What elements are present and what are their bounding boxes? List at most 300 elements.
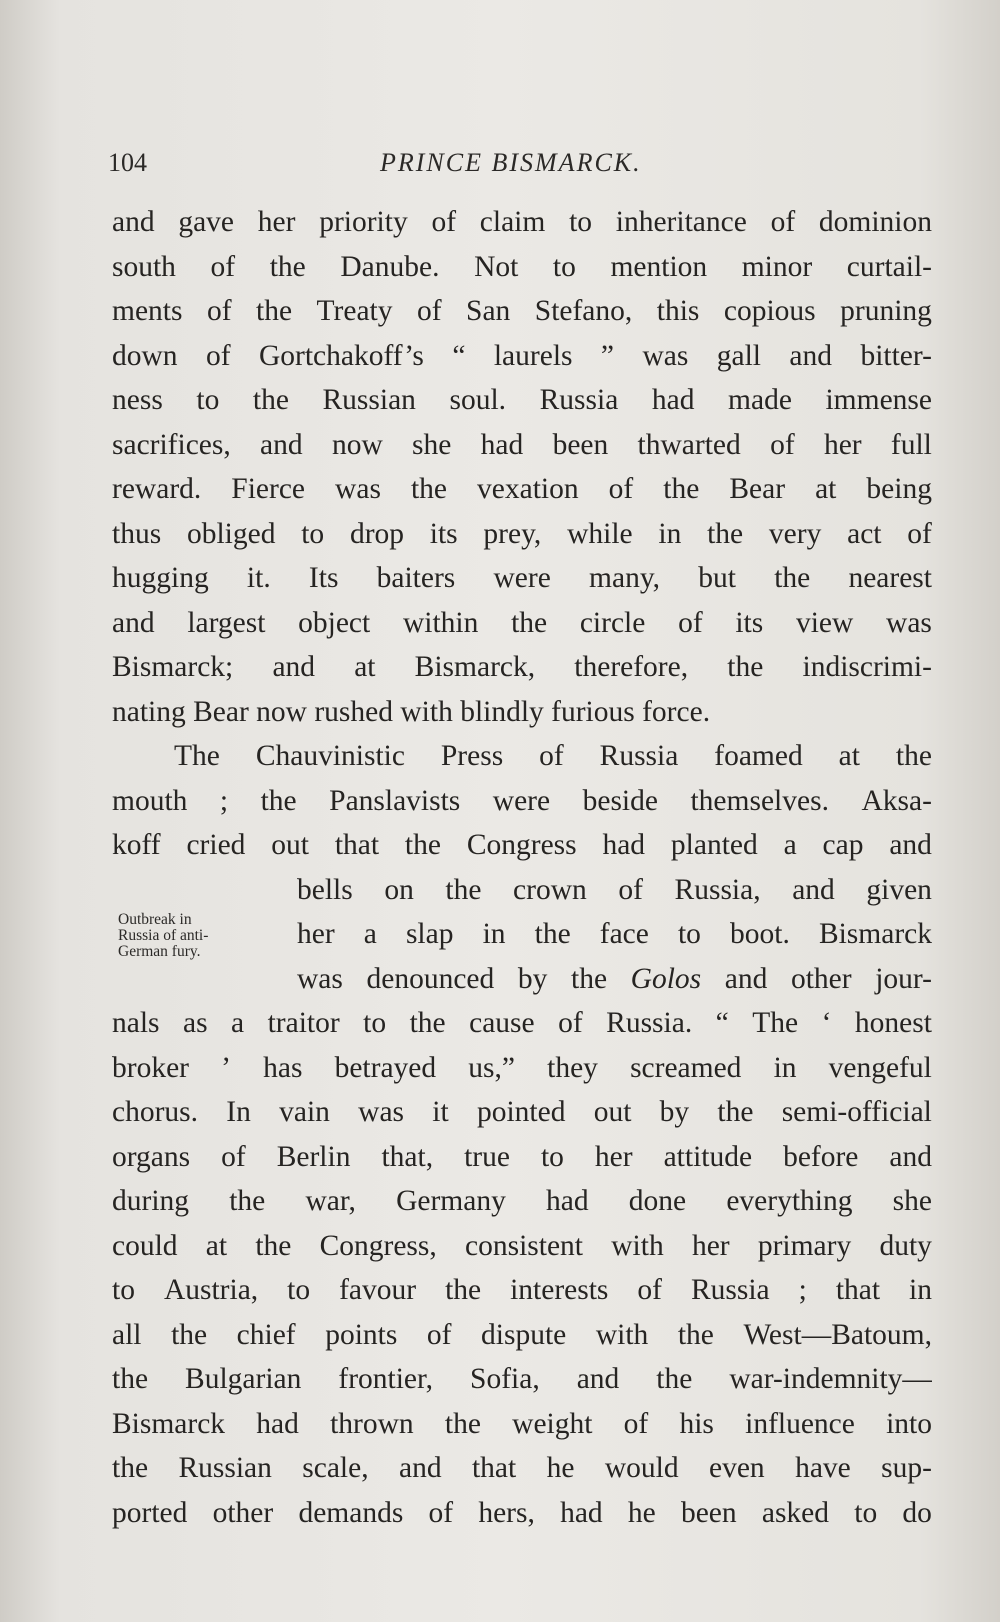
word: was <box>335 473 381 505</box>
word: at <box>838 740 860 772</box>
word: San <box>466 295 511 327</box>
word: attitude <box>663 1140 753 1173</box>
word: Bismarck, <box>414 651 536 683</box>
word: hers, <box>478 1496 535 1529</box>
word: organs <box>112 1140 191 1173</box>
word: that <box>471 1452 517 1484</box>
word: immense <box>825 384 932 416</box>
word: Russian <box>322 384 416 416</box>
word: Press <box>440 740 504 772</box>
word: his <box>679 1407 714 1440</box>
word: would <box>604 1452 679 1484</box>
word: beside <box>582 784 658 817</box>
word: do <box>902 1496 932 1529</box>
text-line <box>297 868 932 913</box>
word: vain <box>279 1096 330 1128</box>
word: many, <box>589 562 661 594</box>
word: thwarted <box>637 428 741 461</box>
word: mouth <box>112 784 188 817</box>
word: and <box>576 1363 620 1395</box>
word: had <box>602 829 646 861</box>
word: demands <box>298 1496 404 1529</box>
word: Bismarck; <box>112 651 234 683</box>
word: to <box>552 250 576 283</box>
word: act <box>847 517 882 550</box>
word: her <box>257 206 296 238</box>
word: had <box>480 428 524 461</box>
word: were <box>492 784 551 817</box>
word: cause <box>469 1007 535 1039</box>
text-line <box>112 200 932 245</box>
word: Russia, <box>674 873 761 906</box>
text-line <box>112 1135 932 1180</box>
text-line <box>112 1224 932 1269</box>
word: semi-official <box>781 1096 932 1128</box>
text-line <box>112 1446 932 1491</box>
word: ’ <box>221 1051 231 1084</box>
page-number: 104 <box>108 148 147 177</box>
word: dispute <box>481 1318 567 1351</box>
word: Russia <box>539 384 619 416</box>
word: that <box>334 829 380 861</box>
word: was <box>886 606 932 639</box>
word: the <box>260 784 297 817</box>
word: had <box>256 1407 299 1440</box>
word: Austria, <box>163 1274 259 1306</box>
word: obliged <box>186 517 276 550</box>
word: thus <box>112 517 162 550</box>
word: koff <box>112 829 161 861</box>
word: Berlin <box>276 1140 351 1173</box>
word: to <box>196 384 220 416</box>
word: Russia. <box>606 1007 693 1039</box>
word: of <box>558 1007 583 1039</box>
word: The <box>752 1007 799 1039</box>
word: slap <box>405 918 454 950</box>
word: her <box>594 1140 633 1173</box>
word: and <box>112 206 155 238</box>
word: indiscrimi- <box>802 651 932 683</box>
word: the <box>255 1229 292 1262</box>
word: other <box>790 962 852 995</box>
text-line <box>112 245 932 290</box>
word: as <box>183 1007 208 1039</box>
word: us,” <box>468 1051 515 1084</box>
word: weight <box>512 1407 593 1440</box>
word: of <box>210 250 236 283</box>
word: been <box>680 1496 737 1529</box>
word: the <box>229 1185 266 1217</box>
word: cap <box>822 829 864 861</box>
text-line <box>112 378 932 423</box>
word: she <box>892 1185 932 1217</box>
word: in <box>658 517 682 550</box>
word: everything <box>726 1185 853 1217</box>
word: have <box>795 1452 851 1484</box>
word: and <box>889 1140 932 1173</box>
word: the <box>727 651 764 683</box>
word: object <box>298 606 371 639</box>
word: pruning <box>840 295 932 327</box>
text-line <box>112 1313 932 1358</box>
word: the <box>409 1007 446 1039</box>
word: ‘ <box>821 1007 832 1039</box>
word: with <box>611 1229 664 1262</box>
margin-note-line: Outbreak in <box>118 911 192 928</box>
word: of <box>431 206 457 238</box>
body-text <box>112 200 932 1535</box>
word: view <box>795 606 854 639</box>
word: thrown <box>330 1407 414 1440</box>
text-line <box>112 512 932 557</box>
word: by <box>517 962 548 995</box>
word: was <box>358 1096 405 1128</box>
word: of <box>770 206 796 238</box>
word: consistent <box>465 1229 584 1262</box>
word: “ <box>452 339 466 372</box>
word: primary <box>757 1229 852 1262</box>
word: the <box>256 295 293 327</box>
word: to <box>287 1274 311 1306</box>
word: at <box>354 651 376 683</box>
word: the <box>269 250 306 283</box>
word: a <box>783 829 797 861</box>
word: ments <box>112 295 183 327</box>
word: at <box>205 1229 228 1262</box>
word: Aksa- <box>861 784 932 817</box>
word: a <box>363 918 377 950</box>
word: the <box>677 1318 714 1351</box>
text-line <box>112 1268 932 1313</box>
word: reward. <box>112 473 202 505</box>
text-line <box>112 1491 932 1536</box>
word: Bismarck <box>112 1407 226 1440</box>
word: while <box>567 517 633 550</box>
word: claim <box>479 206 546 238</box>
word: he <box>627 1496 656 1529</box>
word: into <box>886 1407 932 1440</box>
word: during <box>112 1185 190 1217</box>
word: and <box>889 829 932 861</box>
text-line <box>112 1090 932 1135</box>
word: ” <box>600 339 615 372</box>
word: done <box>628 1185 687 1217</box>
word: all <box>112 1318 142 1351</box>
word: soul. <box>449 384 507 416</box>
word: drop <box>349 517 405 550</box>
word: of <box>623 1407 649 1440</box>
word: to <box>363 1007 387 1039</box>
word: even <box>709 1452 765 1484</box>
word: duty <box>879 1229 932 1262</box>
word: of <box>539 740 564 772</box>
word: gall <box>716 339 761 372</box>
word: of <box>770 428 795 461</box>
word: interests <box>510 1274 609 1306</box>
word: broker <box>112 1051 189 1084</box>
word: frontier, <box>338 1363 434 1395</box>
word: the <box>252 384 289 416</box>
running-title: PRINCE BISMARCK. <box>380 148 642 177</box>
word: Russia <box>690 1274 770 1306</box>
word: ; <box>798 1274 807 1306</box>
word: ; <box>219 784 229 817</box>
word: Its <box>308 562 339 594</box>
word: cried <box>186 829 246 861</box>
word: a <box>231 1007 245 1039</box>
word: with <box>595 1318 649 1351</box>
margin-note-line: German fury. <box>118 943 201 960</box>
word: sacrifices, <box>112 428 231 461</box>
word: sup- <box>881 1452 932 1484</box>
word: of <box>205 339 231 372</box>
word: her <box>691 1229 730 1262</box>
word: and <box>272 651 316 683</box>
word: but <box>698 562 736 594</box>
word: points <box>325 1318 398 1351</box>
word: had <box>546 1185 589 1217</box>
word: Russia <box>599 740 679 772</box>
word: planted <box>670 829 758 861</box>
word: and <box>724 962 768 995</box>
word: Not <box>474 250 519 283</box>
word: priority <box>319 206 408 238</box>
word: of <box>426 1318 452 1351</box>
word: out <box>593 1096 632 1128</box>
word: vexation <box>477 473 579 505</box>
word: to <box>677 918 701 950</box>
word: face <box>599 918 649 950</box>
word: ported <box>112 1496 188 1529</box>
word: and <box>112 606 155 639</box>
word: curtail- <box>846 250 932 283</box>
text-line <box>112 423 932 468</box>
word: had <box>560 1496 603 1529</box>
word: the <box>511 606 548 639</box>
word: Bulgarian <box>185 1363 302 1395</box>
word: gave <box>178 206 235 238</box>
word: being <box>866 473 932 505</box>
word: of <box>608 473 634 505</box>
word: dominion <box>818 206 932 238</box>
word: out <box>271 829 309 861</box>
word: therefore, <box>574 651 689 683</box>
word: the <box>571 962 608 995</box>
word: betrayed <box>334 1051 437 1084</box>
word: the <box>445 1274 482 1306</box>
word: the <box>717 1096 754 1128</box>
text-line <box>112 289 932 334</box>
word: and <box>399 1452 442 1484</box>
word: the <box>895 740 932 772</box>
word: of <box>637 1274 662 1306</box>
word: full <box>890 428 932 461</box>
text-line <box>112 1001 932 1046</box>
word: laurels <box>493 339 573 372</box>
word: Sofia, <box>470 1363 540 1395</box>
word: of <box>907 517 932 550</box>
text-line <box>297 912 932 957</box>
word: mention <box>610 250 708 283</box>
text-line <box>112 779 932 824</box>
word: before <box>783 1140 859 1173</box>
word: he <box>546 1452 575 1484</box>
word: themselves. <box>690 784 829 817</box>
word: Danube. <box>340 250 440 283</box>
text-line <box>112 690 932 735</box>
line-text: nating Bear now rushed with blindly furious force. <box>112 695 711 728</box>
word: were <box>493 562 551 594</box>
text-line <box>112 1357 932 1402</box>
word: Congress <box>466 829 577 861</box>
margin-note-line: Russia of anti- <box>118 927 209 944</box>
word: Panslavists <box>329 784 461 817</box>
word: to <box>112 1274 135 1306</box>
word: Stefano, <box>534 295 633 327</box>
word: war-indemnity— <box>729 1363 932 1395</box>
word: now <box>331 428 383 461</box>
word: war, <box>305 1185 356 1217</box>
word: copious <box>723 295 816 327</box>
text-line <box>112 1179 932 1224</box>
text-line <box>112 467 932 512</box>
word: and <box>260 428 303 461</box>
word: of <box>416 295 442 327</box>
word: the <box>171 1318 208 1351</box>
word: true <box>464 1140 510 1173</box>
word: pointed <box>476 1096 566 1128</box>
word: ness <box>112 384 163 416</box>
word: of <box>618 873 643 906</box>
word: West—Batoum, <box>743 1318 932 1351</box>
word: she <box>412 428 452 461</box>
word: the <box>663 473 700 505</box>
word: nearest <box>848 562 932 594</box>
word: was <box>642 339 689 372</box>
word: The <box>174 740 220 772</box>
word: been <box>552 428 609 461</box>
word: its <box>429 517 458 550</box>
word: prey, <box>483 517 542 550</box>
word: down <box>112 339 178 372</box>
word: south <box>112 250 176 283</box>
word: in <box>909 1274 932 1306</box>
text-line <box>112 1402 932 1447</box>
word: nals <box>112 1007 160 1039</box>
word: the <box>534 918 571 950</box>
word: In <box>226 1096 251 1128</box>
word: baiters <box>376 562 456 594</box>
word: the <box>774 562 811 594</box>
word: the <box>404 829 441 861</box>
word: in <box>482 918 506 950</box>
word: its <box>735 606 764 639</box>
word: of <box>221 1140 246 1173</box>
word: it. <box>246 562 271 594</box>
word: jour- <box>875 962 932 995</box>
word: to <box>301 517 325 550</box>
word: bitter- <box>860 339 932 372</box>
word: given <box>866 873 932 906</box>
word: crown <box>513 873 587 906</box>
word: other <box>212 1496 274 1529</box>
word: the <box>410 473 448 505</box>
word: by <box>659 1096 690 1128</box>
word: screamed <box>630 1051 742 1084</box>
word: Treaty <box>316 295 393 327</box>
text-line <box>112 734 932 779</box>
word: favour <box>339 1274 417 1306</box>
word: traitor <box>267 1007 340 1039</box>
word: had <box>651 384 695 416</box>
word: chorus. <box>112 1096 199 1128</box>
word: Gortchakoff’s <box>258 339 424 372</box>
word: chief <box>236 1318 296 1351</box>
word: Congress, <box>319 1229 437 1262</box>
word: within <box>402 606 479 639</box>
word: could <box>112 1229 178 1262</box>
text-line <box>297 957 932 1002</box>
word: minor <box>741 250 813 283</box>
text-line <box>112 823 932 868</box>
word: foamed <box>714 740 803 772</box>
word: has <box>263 1051 303 1084</box>
word: honest <box>854 1007 932 1039</box>
word: denounced <box>366 962 495 995</box>
word: Fierce <box>231 473 306 505</box>
word: influence <box>745 1407 855 1440</box>
word: that <box>835 1274 881 1306</box>
word: was <box>297 962 343 995</box>
word: the <box>707 517 744 550</box>
word: the <box>112 1363 149 1395</box>
word: made <box>728 384 792 416</box>
text-line <box>112 334 932 379</box>
word: this <box>656 295 700 327</box>
word: asked <box>761 1496 830 1529</box>
word: her <box>297 918 335 950</box>
word: of <box>678 606 703 639</box>
word: circle <box>579 606 646 639</box>
word: of <box>206 295 232 327</box>
word: that, <box>381 1140 434 1173</box>
word: Germany <box>396 1185 506 1217</box>
word: hugging <box>112 562 209 594</box>
word: largest <box>187 606 266 639</box>
word: they <box>547 1051 598 1084</box>
word: Bismarck <box>818 918 932 950</box>
word: very <box>768 517 822 550</box>
word: Chauvinistic <box>255 740 405 772</box>
word: the <box>444 1407 481 1440</box>
word: on <box>384 873 414 906</box>
word: of <box>428 1496 454 1529</box>
word: Bear <box>729 473 786 505</box>
text-line <box>112 1046 932 1091</box>
text-line <box>112 556 932 601</box>
word: her <box>823 428 862 461</box>
word: Russian <box>178 1452 272 1484</box>
word: to <box>854 1496 878 1529</box>
word: the <box>656 1363 693 1395</box>
text-line <box>112 601 932 646</box>
word: bells <box>297 873 353 906</box>
word: in <box>773 1051 797 1084</box>
word: the <box>445 873 482 906</box>
word: to <box>569 206 593 238</box>
word: boot. <box>730 918 790 950</box>
word: and <box>789 339 833 372</box>
